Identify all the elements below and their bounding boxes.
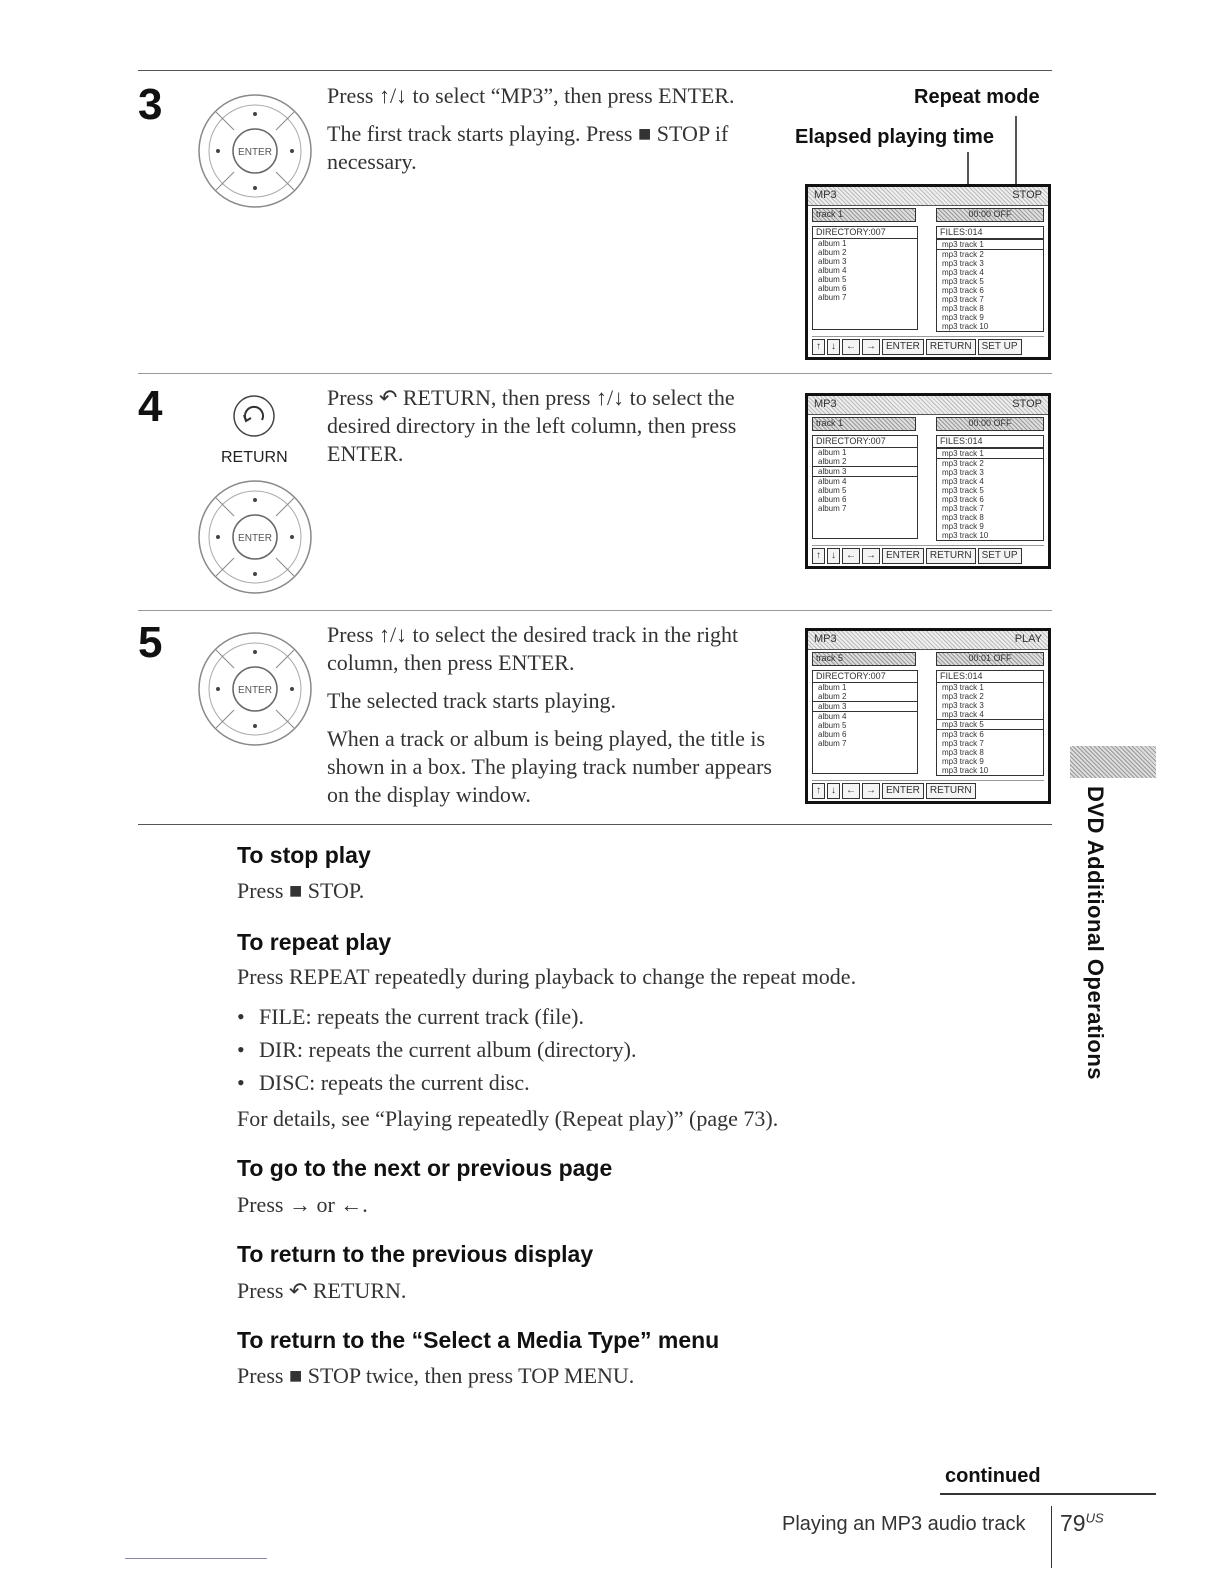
up-button[interactable]: ↑: [812, 548, 825, 564]
enter-button[interactable]: ENTER: [882, 339, 924, 355]
list-item: • DIR: repeats the current album (directory).: [237, 1033, 637, 1066]
track-item: mp3 track 6: [942, 495, 984, 504]
album-item: album 3: [813, 466, 917, 477]
right-button[interactable]: →: [862, 339, 880, 355]
track-item: mp3 track 5: [942, 277, 984, 286]
right-button[interactable]: →: [862, 548, 880, 564]
directory-header: DIRECTORY:007: [813, 436, 917, 448]
track-item: mp3 track 6: [942, 286, 984, 295]
repeat-modes-list: [237, 1000, 637, 1099]
files-column: [936, 670, 1044, 776]
current-track-box: track 1: [812, 417, 916, 431]
svg-text:ENTER: ENTER: [238, 147, 272, 158]
track-item: mp3 track 1: [937, 448, 1043, 459]
track-item: mp3 track 7: [942, 739, 984, 748]
track-item: mp3 track 3: [942, 468, 984, 477]
screen-status: STOP: [1012, 398, 1042, 410]
left-button[interactable]: ←: [842, 783, 860, 799]
step3-para2: The first track starts playing. Press ■ STOP if necessary.: [327, 121, 729, 174]
rule-top: [138, 70, 1052, 71]
return-button[interactable]: RETURN: [926, 339, 976, 355]
track-item: mp3 track 5: [942, 486, 984, 495]
track-item: mp3 track 9: [942, 313, 984, 322]
return-label: RETURN: [221, 449, 288, 466]
track-item: mp3 track 10: [942, 531, 989, 540]
track-item: mp3 track 3: [942, 259, 984, 268]
footer-page-title: Playing an MP3 audio track: [782, 1513, 1026, 1535]
album-item: album 6: [818, 495, 847, 504]
osd-screen-2: [805, 393, 1051, 569]
continued-label: continued: [945, 1465, 1041, 1487]
track-item: mp3 track 9: [942, 522, 984, 531]
files-header: FILES:014: [937, 671, 1043, 683]
page-nav-heading: To go to the next or previous page: [237, 1155, 613, 1181]
section-tab: [1070, 746, 1156, 778]
album-item: album 2: [818, 248, 847, 257]
screen-mode: MP3: [814, 398, 837, 410]
album-item: album 4: [818, 477, 847, 486]
elapsed-time-box: 00:01 OFF: [936, 652, 1044, 666]
screen-status: PLAY: [1014, 633, 1042, 645]
album-item: album 4: [818, 266, 847, 275]
button-row: [812, 780, 1044, 799]
osd-screen-3: [805, 628, 1051, 804]
files-column: [936, 226, 1044, 332]
list-item: • DISC: repeats the current disc.: [237, 1066, 637, 1099]
album-item: album 1: [818, 683, 847, 692]
right-button[interactable]: →: [862, 783, 880, 799]
files-header: FILES:014: [937, 436, 1043, 448]
track-item: mp3 track 8: [942, 748, 984, 757]
return-previous-heading: To return to the previous display: [237, 1241, 594, 1267]
directory-column: [812, 226, 918, 330]
album-item: album 4: [818, 712, 847, 721]
up-button[interactable]: ↑: [812, 339, 825, 355]
track-item: mp3 track 7: [942, 504, 984, 513]
current-track-box: track 1: [812, 208, 916, 222]
list-item: • FILE: repeats the current track (file).: [237, 1000, 637, 1033]
repeat-mode-callout: Repeat mode: [914, 86, 1040, 108]
page-number: [1060, 1510, 1104, 1537]
enter-dpad-icon: [196, 478, 314, 596]
album-item: album 2: [818, 692, 847, 701]
step4-para1: Press ↶ RETURN, then press ↑/↓ to select the desired directory in the left column, then press ENTER.: [327, 385, 737, 466]
side-section-title: DVD Additional Operations: [1083, 786, 1108, 1081]
footer-rule: [940, 1493, 1156, 1495]
track-item: mp3 track 8: [942, 513, 984, 522]
repeat-details-text: For details, see “Playing repeatedly (Repeat play)” (page 73).: [237, 1106, 779, 1131]
page-number-suffix: US: [1085, 1510, 1104, 1526]
track-item: mp3 track 1: [942, 683, 984, 692]
directory-header: DIRECTORY:007: [813, 227, 917, 239]
album-item: album 6: [818, 730, 847, 739]
step-number: 4: [138, 382, 163, 431]
track-item: mp3 track 2: [942, 692, 984, 701]
rule-step4: [138, 373, 1052, 374]
album-item: album 3: [818, 257, 847, 266]
track-item: mp3 track 4: [942, 710, 984, 719]
elapsed-time-box: 00:00 OFF: [936, 417, 1044, 431]
track-item: mp3 track 10: [942, 322, 989, 331]
track-item: mp3 track 8: [942, 304, 984, 313]
osd-screen-1: [805, 184, 1051, 360]
step-number: 5: [138, 618, 163, 667]
album-item: album 3: [813, 701, 917, 712]
album-item: album 7: [818, 504, 847, 513]
track-item: mp3 track 2: [942, 250, 984, 259]
step5-para3: When a track or album is being played, the title is shown in a box. The playing track number appears on the display window.: [327, 726, 772, 807]
track-item: mp3 track 9: [942, 757, 984, 766]
track-item: mp3 track 3: [942, 701, 984, 710]
down-button[interactable]: ↓: [827, 783, 840, 799]
return-previous-text: Press ↶ RETURN.: [237, 1278, 407, 1303]
up-button[interactable]: ↑: [812, 783, 825, 799]
repeat-play-heading: To repeat play: [237, 929, 392, 955]
button-row: [812, 336, 1044, 355]
down-button[interactable]: ↓: [827, 548, 840, 564]
album-item: album 7: [818, 739, 847, 748]
album-item: album 1: [818, 239, 847, 248]
setup-button[interactable]: SET UP: [978, 548, 1022, 564]
album-item: album 5: [818, 721, 847, 730]
svg-text:ENTER: ENTER: [238, 533, 272, 544]
return-button-icon: [231, 393, 277, 439]
track-item: mp3 track 4: [942, 477, 984, 486]
step4-text: [327, 384, 777, 478]
rule-bottom: [138, 824, 1052, 825]
page-number-value: 79: [1060, 1510, 1086, 1536]
elapsed-time-callout: Elapsed playing time: [795, 126, 994, 148]
screen-mode: MP3: [814, 633, 837, 645]
enter-dpad-icon: [196, 92, 314, 210]
enter-button[interactable]: ENTER: [882, 783, 924, 799]
return-button[interactable]: RETURN: [926, 548, 976, 564]
album-item: album 5: [818, 275, 847, 284]
bottom-left-rule: [125, 1558, 267, 1559]
svg-text:ENTER: ENTER: [238, 685, 272, 696]
files-column: [936, 435, 1044, 541]
enter-button[interactable]: ENTER: [882, 548, 924, 564]
setup-button[interactable]: SET UP: [978, 339, 1022, 355]
step3-para1: Press ↑/↓ to select “MP3”, then press ENTER.: [327, 83, 735, 108]
current-track-box: track 5: [812, 652, 916, 666]
page-nav-text: Press → or ←.: [237, 1192, 368, 1217]
return-button[interactable]: RETURN: [926, 783, 976, 799]
elapsed-time-box: 00:00 OFF: [936, 208, 1044, 222]
return-menu-heading: To return to the “Select a Media Type” menu: [237, 1327, 720, 1353]
step5-para2: The selected track starts playing.: [327, 688, 616, 713]
album-item: album 6: [818, 284, 847, 293]
directory-column: [812, 670, 918, 774]
down-button[interactable]: ↓: [827, 339, 840, 355]
screen-status: STOP: [1012, 189, 1042, 201]
directory-column: [812, 435, 918, 539]
album-item: album 2: [818, 457, 847, 466]
rule-step5: [138, 610, 1052, 611]
track-item: mp3 track 4: [942, 268, 984, 277]
album-item: album 5: [818, 486, 847, 495]
footer-divider: [1051, 1506, 1052, 1568]
stop-play-text: Press ■ STOP.: [237, 878, 365, 903]
track-item: mp3 track 5: [937, 719, 1043, 730]
track-item: mp3 track 2: [942, 459, 984, 468]
track-item: mp3 track 7: [942, 295, 984, 304]
track-item: mp3 track 1: [937, 239, 1043, 250]
files-header: FILES:014: [937, 227, 1043, 239]
left-button[interactable]: ←: [842, 548, 860, 564]
button-row: [812, 545, 1044, 564]
directory-header: DIRECTORY:007: [813, 671, 917, 683]
screen-mode: MP3: [814, 189, 837, 201]
step5-text: [327, 621, 782, 819]
track-item: mp3 track 6: [942, 730, 984, 739]
step5-para1: Press ↑/↓ to select the desired track in the right column, then press ENTER.: [327, 622, 739, 675]
left-button[interactable]: ←: [842, 339, 860, 355]
stop-play-heading: To stop play: [237, 842, 371, 868]
track-item: mp3 track 10: [942, 766, 989, 775]
repeat-play-text: Press REPEAT repeatedly during playback to change the repeat mode.: [237, 964, 857, 989]
enter-dpad-icon: [196, 630, 314, 748]
album-item: album 1: [818, 448, 847, 457]
album-item: album 7: [818, 293, 847, 302]
step-number: 3: [138, 80, 163, 129]
step3-text: [327, 82, 777, 186]
return-menu-text: Press ■ STOP twice, then press TOP MENU.: [237, 1363, 635, 1388]
